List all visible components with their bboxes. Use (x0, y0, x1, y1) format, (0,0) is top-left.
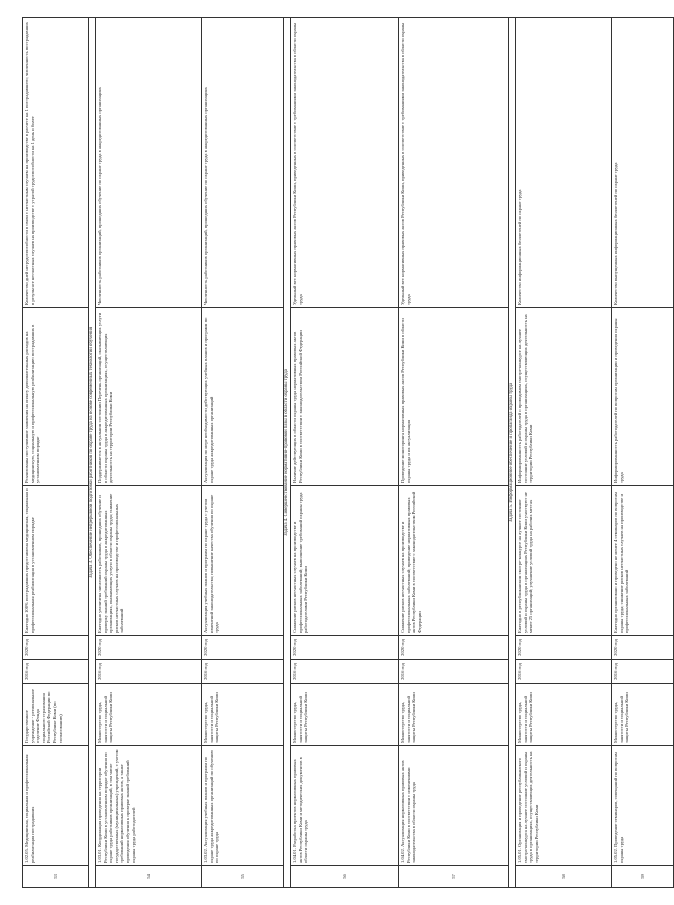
linked-indicator-cell: Численность работников организаций, прошедших обучение по охране труда в аккредитованных организациях (202, 18, 284, 308)
task-header-text: Задача 5. Информационное обеспечение и пропаганда охраны труда (509, 18, 516, 888)
start-year-cell: 2016 год (516, 660, 612, 684)
linked-indicator-cell: Количество дней нетрудоспособности в связи с несчастным случаем на производстве в расчете на 1 пострадавшего; численность пострадавших в результате несчастных случаев на производстве с утратой трудоспособности на 1 день и более (23, 18, 89, 308)
measure-text-cell: 1.03.02. Актуализация учебных планов и программ по охране труда аккредитованных организаций по обучению по охране труда (202, 746, 284, 866)
table-body (23, 18, 674, 888)
executor-cell: Министерство труда, занятости и социальной защиты Республики Коми (96, 684, 202, 746)
table-row (23, 18, 89, 888)
expected-result-cell: Ежегодно в республиканском смотре-конкурсе на лучшее состояние условий и охраны труда в организациях Республики Коми участвуют не менее 25 организаций; улучшение условий труда на рабочих местах (516, 486, 612, 636)
program-measures-table (22, 17, 674, 888)
executor-cell: Государственное учреждение - региональное отделение Фонда социального страхования Российской Федерации по Республике Коми (по согласованию) (23, 684, 89, 746)
expected-result-cell: Ежегодно увеличена численность работников, прошедших обучение и проверку знаний требований охраны труда в аккредитованных организациях, оказывающих услуги в области охраны труда; снижение рисков несчастных случаев на производстве и профессиональных заболеваний (96, 486, 202, 636)
row-number-cell: 57 (399, 866, 509, 888)
task-header-text: Задача 3. Обеспечение непрерывной подготовки работников по охране труда на основе современных технологий обучения (89, 18, 96, 888)
table-row (612, 18, 674, 888)
end-year-cell: 2020 год (202, 636, 284, 660)
table-row (202, 18, 284, 888)
task-header-row (89, 18, 96, 888)
row-number-cell: 54 (96, 866, 202, 888)
indicator-cell: Актуализация по мере необходимости действующих учебных планов и программ по охране труда аккредитованных организаций (202, 308, 284, 486)
start-year-cell: 2016 год (96, 660, 202, 684)
task-header-row (509, 18, 516, 888)
indicator-cell: Информированность работодателей по вопросам организации и проведения охраны труда (612, 308, 674, 486)
measure-text-cell: 1.04.01. Разработка проектов нормативных правовых актов Республики Коми и методических документов в области охраны труда (291, 746, 399, 866)
end-year-cell: 2020 год (291, 636, 399, 660)
end-year-cell: 2020 год (96, 636, 202, 660)
rotated-table-wrapper (22, 18, 645, 888)
measure-text-cell: 1.02.05. Медицинская, социальная и профессиональная реабилитация пострадавших (23, 746, 89, 866)
executor-cell: Министерство труда, занятости и социальной защиты Республики Коми (612, 684, 674, 746)
measure-text-cell: 1.03.01. Координация проведения на территории Республики Коми в установленном порядке обучения по охране труда работников организаций, в том числе государственных (муниципальных) учреждений, с учетом требований нормативных правовых актов, а также проведения обучения к проверке знаний требований охраны труда работодателей (96, 746, 202, 866)
linked-indicator-cell: Количество выпущенных информационных бюллетеней по охране труда (612, 18, 674, 308)
row-number-cell: 55 (202, 866, 284, 888)
start-year-cell: 2016 год (23, 660, 89, 684)
measure-text-cell: 1.05.01. Организация и проведение республиканского смотра-конкурса на лучшее состояние условий и охраны труда в организациях, осуществляющих деятельность на территории Республики Коми (516, 746, 612, 866)
expected-result-cell: Снижение рисков несчастных случаев на производстве и профессиональных заболеваний; выполнение требований охраны труда работодателями Республики Коми (291, 486, 399, 636)
row-number-cell: 56 (291, 866, 399, 888)
executor-cell: Министерство труда, занятости и социальной защиты Республики Коми (399, 684, 509, 746)
row-number-cell: 53 (23, 866, 89, 888)
indicator-cell: Наличие действующих в области охраны труда нормативных правовых актов Республики Коми в соответствии с законодательством Российской Федерации (291, 308, 399, 486)
executor-cell: Министерство труда, занятости и социальной защиты Республики Коми (291, 684, 399, 746)
linked-indicator-cell: Количество информационных бюллетеней по охране труда (516, 18, 612, 308)
table-row (516, 18, 612, 888)
row-number-cell: 58 (516, 866, 612, 888)
end-year-cell: 2020 год (399, 636, 509, 660)
executor-cell: Министерство труда, занятости и социальной защиты Республики Коми (516, 684, 612, 746)
indicator-cell: Проведение мониторинга нормативных правовых актов Республики Коми в области охраны труда и их актуализация (399, 308, 509, 486)
expected-result-cell: Снижение рисков несчастных случаев на производстве и профессиональных заболеваний; приведение нормативных правовых актов Республики Коми в соответствие с законодательством Российской Федерации (399, 486, 509, 636)
start-year-cell: 2016 год (612, 660, 674, 684)
expected-result-cell: Ежегодно 100% пострадавших предоставлена медицинская, социальная и профессиональная реабилитация в установленном порядке (23, 486, 89, 636)
linked-indicator-cell: Удельный вес нормативных правовых актов Республики Коми, приведенных в соответствие с требованиями законодательства в области охраны труда (399, 18, 509, 308)
indicator-cell: Информированность работодателей о проводимом смотре-конкурсе на лучшее состояние условий и охраны труда в организациях, осуществляющих деятельность на территории Республики Коми (516, 308, 612, 486)
indicator-cell: Реализованы поступившие заявления на оплату дополнительных расходов на медицинскую, социальную и профессиональную реабилитацию пострадавших в установленном порядке (23, 308, 89, 486)
end-year-cell: 2020 год (516, 636, 612, 660)
end-year-cell: 2020 год (23, 636, 89, 660)
table-row (96, 18, 202, 888)
row-number-cell: 59 (612, 866, 674, 888)
expected-result-cell: Ежегодно организовано и проведено не менее 4 семинаров по вопросам охраны труда; снижение рисков несчастных случаев на производстве и профессиональных заболеваний (612, 486, 674, 636)
linked-indicator-cell: Численность работников организаций, прошедших обучение по охране труда в аккредитованных организациях (96, 18, 202, 308)
executor-cell: Министерство труда, занятости и социальной защиты Республики Коми (202, 684, 284, 746)
expected-result-cell: Актуализация учебных планов и программ по охране труда с учетом изменений законодательства; повышение качества обучения по охране труда (202, 486, 284, 636)
end-year-cell: 2020 год (612, 636, 674, 660)
table-row (399, 18, 509, 888)
measure-text-cell: 1.04.02. Актуализация нормативных правовых актов Республики Коми в соответствии с изменениями законодательства в области охраны труда (399, 746, 509, 866)
start-year-cell: 2016 год (202, 660, 284, 684)
indicator-cell: Поддерживается в актуальном состоянии Перечень организаций, оказывающих услуги в области охраны труда в аккредитованных организациях, осуществляющих деятельность на территории Республики Коми (96, 308, 202, 486)
task-header-row (284, 18, 291, 888)
measure-text-cell: 1.05.02. Проведение семинаров, совещаний по вопросам охраны труда (612, 746, 674, 866)
start-year-cell: 2016 год (291, 660, 399, 684)
table-row (291, 18, 399, 888)
linked-indicator-cell: Удельный вес нормативных правовых актов Республики Коми, приведенных в соответствие с требованиями законодательства в области охраны труда (291, 18, 399, 308)
start-year-cell: 2016 год (399, 660, 509, 684)
task-header-text: Задача 4. Совершенствование нормативно-правовой базы в области охраны труда (284, 18, 291, 888)
